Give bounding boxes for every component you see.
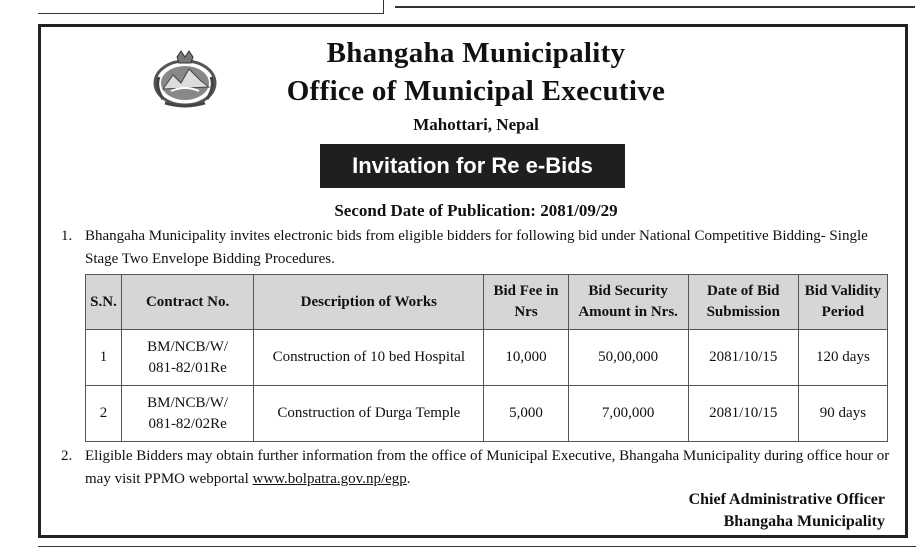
header-submission-date [688,275,798,330]
signatory-office: Bhangaha Municipality [723,513,885,530]
bids-table [85,274,888,442]
cell-contract-line1: BM/NCB/W/ [147,338,229,355]
header-bid-fee [484,275,568,330]
header-validity-line2: Period [821,304,865,320]
invitation-banner [320,144,625,188]
cell-contract [122,330,254,386]
header-bid-security [568,275,688,330]
paragraph-2-text [85,445,891,491]
top-rule-right [395,6,915,8]
signatory-title: Chief Administrative Officer [688,491,885,508]
header-description: Description of Works [254,275,484,330]
paragraph-2-body: Eligible Bidders may obtain further information from the office of Municipal Executive, Bhangaha Municipality during office hour or may visit PPMO webportal [85,448,890,487]
municipality-title: Bhangaha Municipality [326,37,626,69]
header-contract: Contract No. [122,275,254,330]
cell-bid-fee: 5,000 [484,386,568,442]
header-validity [798,275,887,330]
paragraph-1-number: 1. [61,228,73,244]
paragraph-2-end: . [406,471,411,487]
cell-contract-line2: 081-82/01Re [148,359,227,376]
header-submission-date-line2: Submission [706,304,780,320]
paragraph-2-number: 2. [61,448,73,464]
cell-description: Construction of 10 bed Hospital [254,330,484,386]
table-row [86,330,888,386]
invitation-banner-label: Invitation for Re e-Bids [352,153,593,178]
table-header-row [86,275,888,330]
cell-contract-line1: BM/NCB/W/ [147,394,229,411]
header-sn: S.N. [86,275,122,330]
cell-bid-fee: 10,000 [484,330,568,386]
ppmo-webportal-link[interactable]: www.bolpatra.gov.np/egp [252,471,407,487]
cell-description: Construction of Durga Temple [254,386,484,442]
location-text: Mahottari, Nepal [413,115,539,134]
header-submission-date-line1: Date of Bid [707,283,780,299]
paragraph-1-text: Bhangaha Municipality invites electronic bids from eligible bidders for following bid under National Competitive Bidding- Single Stage Two Envelope Bidding Procedures. [85,228,868,267]
office-title: Office of Municipal Executive [286,75,666,107]
publication-date: Second Date of Publication: 2081/09/29 [334,201,618,220]
cell-submission-date: 2081/10/15 [688,330,798,386]
header-validity-line1: Bid Validity [804,283,882,299]
header-bid-fee-line2: Nrs [514,304,538,320]
paragraph-1 [61,225,891,271]
cell-sn: 1 [86,330,122,386]
top-rule-left [38,13,383,14]
cell-validity: 90 days [798,386,887,442]
cell-contract [122,386,254,442]
cell-contract-line2: 081-82/02Re [148,415,227,432]
cell-bid-security: 50,00,000 [568,330,688,386]
bottom-rule [38,546,916,547]
paragraph-2 [61,445,891,491]
header-bid-security-line2: Amount in Nrs. [578,304,678,320]
header-bid-security-line1: Bid Security [588,283,668,299]
cell-sn: 2 [86,386,122,442]
cell-submission-date: 2081/10/15 [688,386,798,442]
table-row [86,386,888,442]
top-rule-divider [383,0,384,14]
cell-validity: 120 days [798,330,887,386]
cell-bid-security: 7,00,000 [568,386,688,442]
header-bid-fee-line1: Bid Fee in [493,283,559,299]
cropped-top-edge [0,0,916,18]
notice-frame [38,24,908,538]
